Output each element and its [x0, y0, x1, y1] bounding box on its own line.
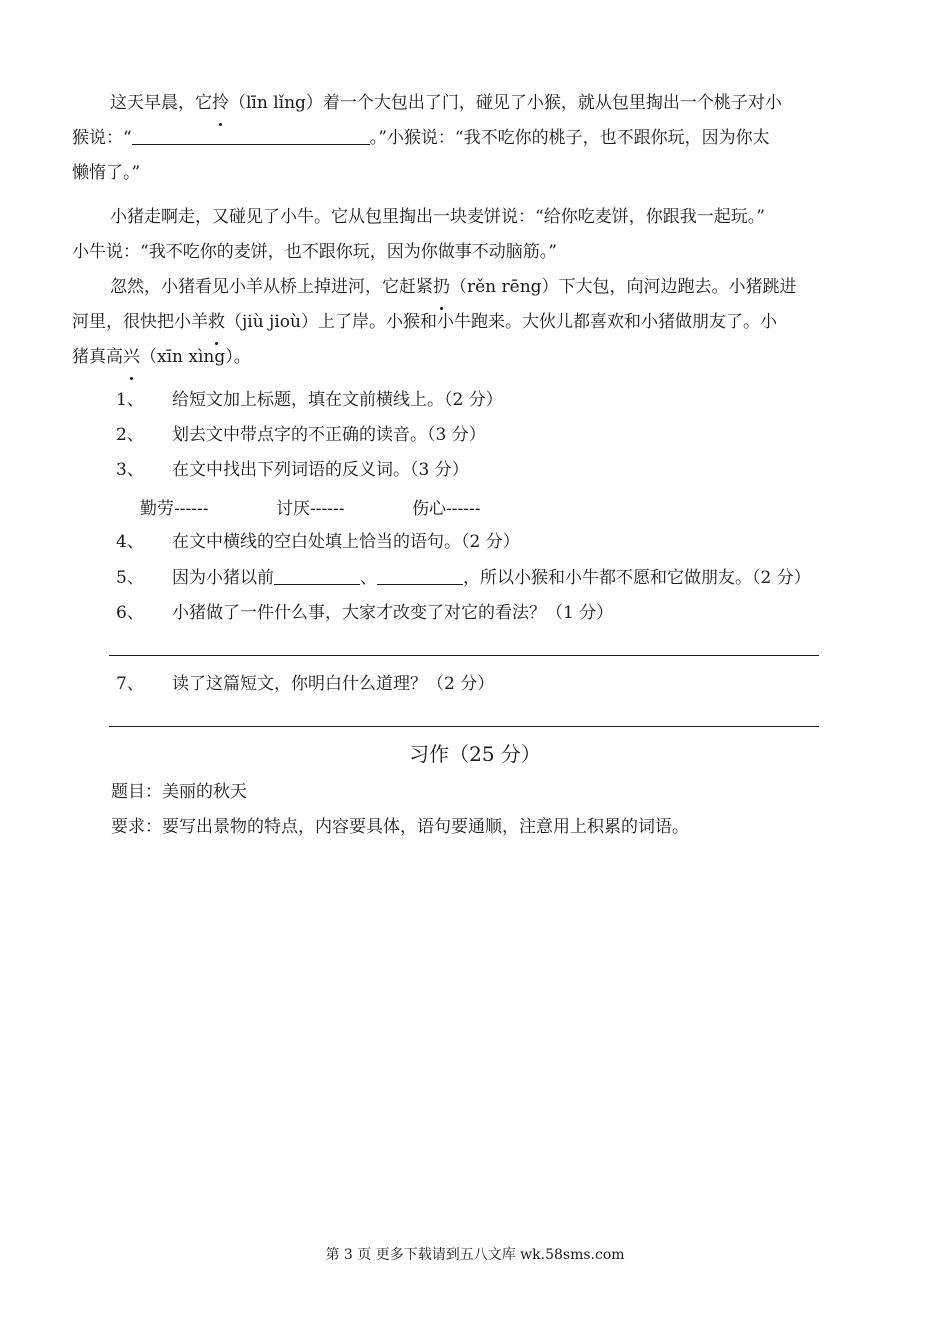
story-paragraph-1: [72, 86, 878, 191]
question-6: [116, 601, 613, 625]
question-number: 2、: [116, 425, 144, 445]
story-text: 猪真高: [72, 347, 123, 367]
answer-line[interactable]: [109, 726, 819, 727]
composition-topic: 题目：美丽的秋天: [111, 782, 247, 802]
antonym-word: 伤心------: [412, 499, 481, 519]
question-number: 7、: [116, 674, 144, 694]
story-text: （jiù jioù）上了岸。小猴和小牛跑来。大伙儿都喜欢和小猪做朋友了。小: [225, 312, 777, 332]
story-line: [72, 121, 878, 156]
composition-requirement: 要求：要写出景物的特点，内容要具体，语句要通顺，注意用上积累的词语。: [111, 817, 689, 837]
story-line: [72, 340, 878, 375]
question-7: [116, 672, 494, 696]
story-line: [72, 270, 878, 305]
question-text: 读了这篇短文，你明白什么道理？（2 分）: [172, 674, 495, 694]
dotted-char: 拎: [212, 86, 229, 121]
dotted-char: 扔: [433, 270, 450, 305]
story-text: 懒惰了。”: [72, 163, 141, 183]
story-line: [72, 235, 878, 270]
question-number: 4、: [116, 532, 144, 552]
story-paragraph-2: [72, 200, 878, 270]
story-text: 河里，很快把小羊: [72, 312, 208, 332]
page-footer: 第 3 页 更多下载请到五八文库 wk.58sms.com: [325, 1247, 625, 1263]
story-text: 小牛说：“我不吃你的麦饼，也不跟你玩，因为你做事不动脑筋。”: [72, 242, 557, 262]
story-text: 小猪走啊走，又碰见了小牛。它从包里掏出一块麦饼说：“给你吃麦饼，你跟我一起玩。”: [110, 207, 765, 227]
answer-line[interactable]: [109, 655, 819, 656]
question-number: 1、: [116, 390, 144, 410]
antonym-word: 勤劳------: [140, 499, 209, 519]
story-text: 这天早晨，它: [110, 93, 212, 113]
question-number: 3、: [116, 460, 144, 480]
dotted-char: 兴: [123, 340, 140, 375]
story-line: [72, 305, 878, 340]
antonym-word: 讨厌------: [276, 499, 345, 519]
story-line: [72, 156, 878, 191]
story-paragraph-3: [72, 270, 878, 375]
question-1: [116, 388, 503, 412]
question-text: 在文中找出下列词语的反义词。（3 分）: [172, 460, 469, 480]
story-text: 猴说：“: [72, 128, 132, 148]
question-text: 给短文加上标题，填在文前横线上。（2 分）: [172, 390, 503, 410]
story-line: [72, 200, 878, 235]
fill-in-blank[interactable]: [377, 566, 463, 585]
question-text: 、: [360, 568, 377, 588]
question-number: 6、: [116, 603, 144, 623]
antonym-words: [140, 494, 480, 519]
question-text: 小猪做了一件什么事，大家才改变了对它的看法？（1 分）: [172, 603, 614, 623]
composition-title: 习作（25 分）: [409, 742, 541, 766]
question-text: 因为小猪以前: [172, 568, 274, 588]
fill-in-blank[interactable]: [274, 566, 360, 585]
question-5: [116, 566, 811, 590]
story-text: （rěn rēng）下大包，向河边跑去。小猪跳进: [450, 277, 797, 297]
question-text: 在文中横线的空白处填上恰当的语句。（2 分）: [172, 532, 520, 552]
story-text: 。”小猴说：“我不吃你的桃子，也不跟你玩，因为你太: [369, 128, 770, 148]
question-number: 5、: [116, 568, 144, 588]
story-line: [72, 86, 878, 121]
story-text: 忽然，小猪看见小羊从桥上掉进河，它赶紧: [110, 277, 433, 297]
question-text: ，所以小猴和小牛都不愿和它做朋友。（2 分）: [463, 568, 811, 588]
fill-in-blank[interactable]: [132, 126, 370, 145]
story-text: （xīn xìng）。: [140, 347, 251, 367]
question-text: 划去文中带点字的不正确的读音。（3 分）: [172, 425, 486, 445]
question-4: [116, 530, 520, 554]
dotted-char: 救: [208, 305, 225, 340]
story-text: （līn lǐng）着一个大包出了门，碰见了小猴，就从包里掏出一个桃子对小: [229, 93, 782, 113]
question-2: [116, 423, 486, 447]
question-3: [116, 458, 469, 482]
